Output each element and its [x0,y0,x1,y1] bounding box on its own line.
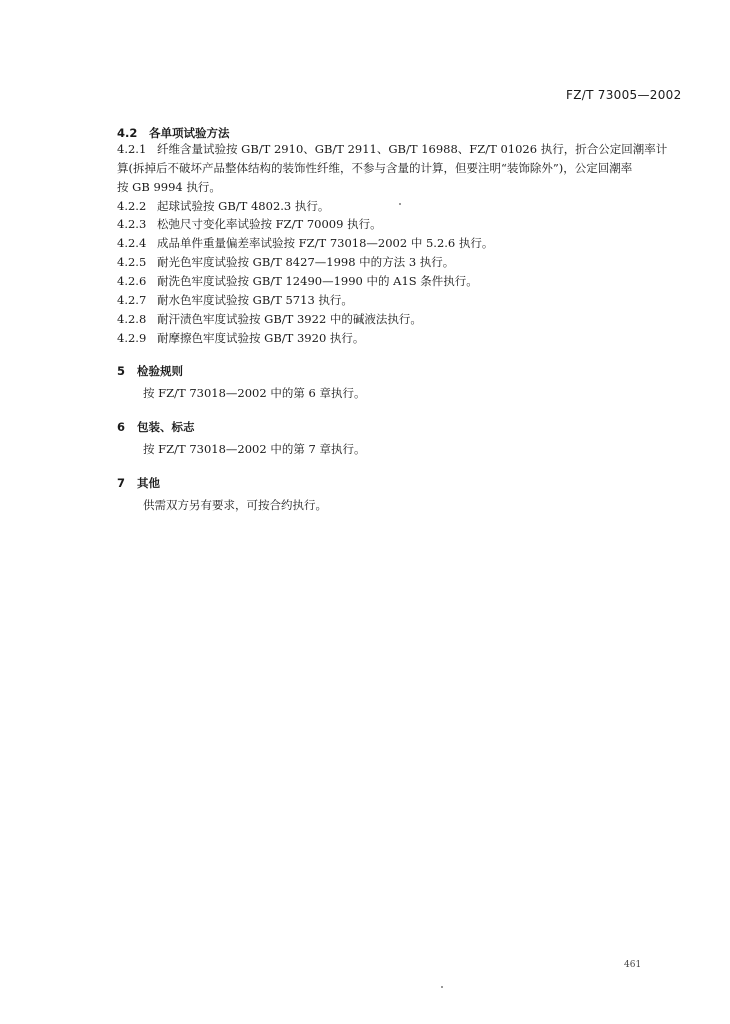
clause-text: 起球试验按 GB/T 4802.3 执行。 [157,199,330,213]
clause-number: 4.2.9 [117,331,147,345]
clause-text-line-2: 算(拆掉后不破坏产品整体结构的装饰性纤维，不参与含量的计算，但要注明“装饰除外”)，公定回潮率 [117,161,633,175]
clause-4-2-2 [117,198,329,214]
page-number: 461 [624,960,642,970]
clause-4-2-7 [117,292,353,308]
section-7-body: 供需双方另有要求，可按合约执行。 [143,498,327,512]
section-4-2-heading [117,122,230,141]
clause-text: 耐洗色牢度试验按 GB/T 12490—1990 中的 A1S 条件执行。 [157,274,478,288]
scan-speck [441,986,443,988]
clause-number: 4.2.7 [117,293,147,307]
section-title: 包装、标志 [137,420,195,434]
clause-text: 成品单件重量偏差率试验按 FZ/T 73018—2002 中 5.2.6 执行。 [157,236,494,250]
standard-code-header: FZ/T 73005—2002 [566,88,682,102]
section-number: 7 [117,476,126,490]
clause-number: 4.2.4 [117,236,147,250]
section-number: 6 [117,420,126,434]
clause-text: 耐光色牢度试验按 GB/T 8427—1998 中的方法 3 执行。 [157,255,455,269]
section-5-heading [117,360,183,379]
section-6-heading [117,416,195,435]
scan-speck [399,203,401,205]
section-number: 4.2 [117,126,138,140]
clause-number: 4.2.6 [117,274,147,288]
clause-number: 4.2.3 [117,217,147,231]
section-6-body: 按 FZ/T 73018—2002 中的第 7 章执行。 [143,442,366,456]
clause-4-2-5 [117,254,454,270]
clause-4-2-6 [117,273,478,289]
clause-4-2-9 [117,330,364,346]
clause-4-2-4 [117,235,493,251]
clause-number: 4.2.1 [117,142,147,156]
clause-number: 4.2.5 [117,255,147,269]
section-title: 各单项试验方法 [149,126,230,140]
clause-number: 4.2.8 [117,312,147,326]
section-title: 检验规则 [137,364,183,378]
clause-text: 耐汗渍色牢度试验按 GB/T 3922 中的碱液法执行。 [157,312,422,326]
section-title: 其他 [137,476,160,490]
section-number: 5 [117,364,126,378]
clause-text-line-1: 纤维含量试验按 GB/T 2910、GB/T 2911、GB/T 16988、FZ/T 01026 执行，折合公定回潮率计 [157,142,668,156]
clause-4-2-8 [117,311,422,327]
clause-number: 4.2.2 [117,199,147,213]
clause-4-2-3 [117,216,382,232]
clause-text: 松弛尺寸变化率试验按 FZ/T 70009 执行。 [157,217,382,231]
clause-text: 耐水色牢度试验按 GB/T 5713 执行。 [157,293,353,307]
clause-text: 耐摩擦色牢度试验按 GB/T 3920 执行。 [157,331,365,345]
section-5-body: 按 FZ/T 73018—2002 中的第 6 章执行。 [143,386,366,400]
clause-text-line-3: 按 GB 9994 执行。 [117,180,221,194]
section-7-heading [117,472,160,491]
